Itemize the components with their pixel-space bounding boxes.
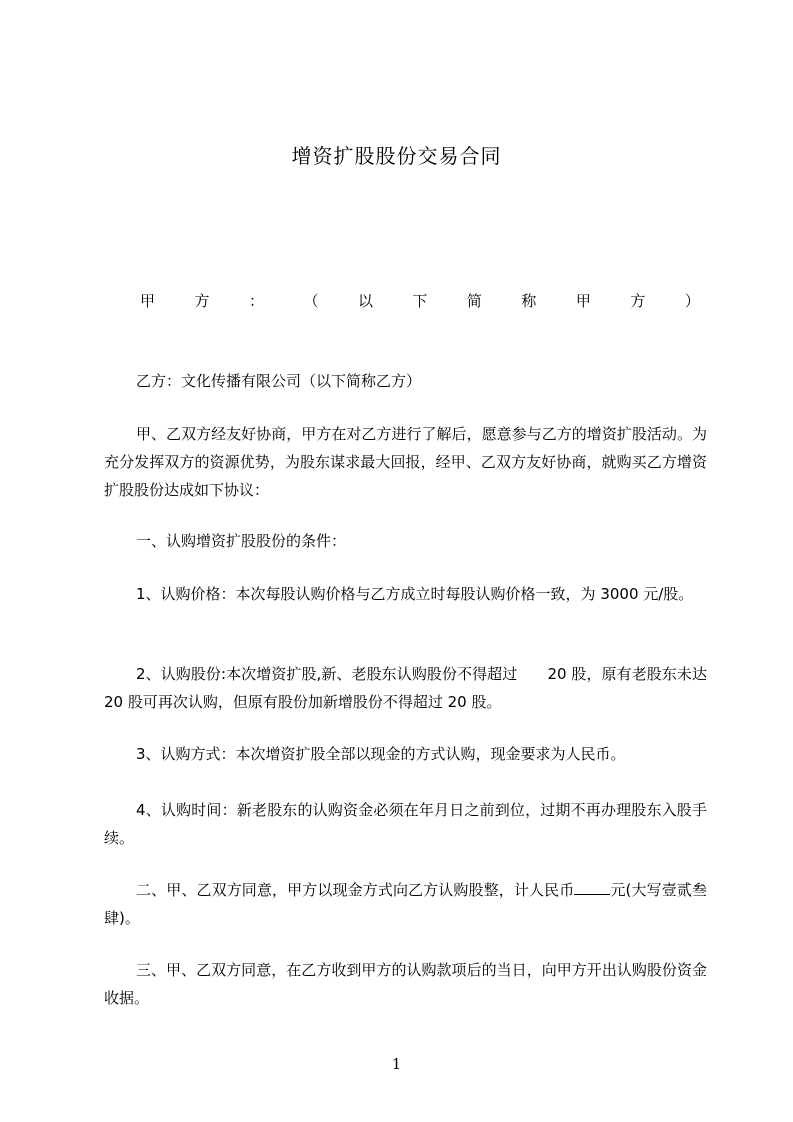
party-a-char: 下	[412, 292, 428, 310]
party-a-char: 称	[521, 292, 537, 310]
party-a-char: 以	[357, 292, 373, 310]
party-a-char: ：	[248, 292, 264, 310]
page-number: 1	[391, 1055, 402, 1073]
party-a-char: （	[303, 292, 319, 310]
section1-item-shares: 2、认购股份:本次增资扩股,新、老股东认购股份不得超过 20 股，原有老股东未达 20 股可再次认购，但原有股份加新增股份不得超过 20 股。	[104, 665, 707, 711]
section1-item-price: 1、认购价格：本次每股认购价格与乙方成立时每股认购价格一致，为 3000 元/股。	[136, 585, 694, 603]
party-a-char: 甲	[140, 292, 156, 310]
section3-paragraph: 三、甲、乙双方同意，在乙方收到甲方的认购款项后的当日，向甲方开出认购股份资金收据。	[104, 961, 707, 1007]
section2-text-before: 二、甲、乙双方同意，甲方以现金方式向乙方认购股整，计人民币	[136, 881, 575, 899]
party-a-char: ）	[684, 292, 700, 310]
party-a-char: 方	[194, 292, 210, 310]
document-title: 增资扩股股份交易合同	[291, 144, 502, 168]
intro-paragraph: 甲、乙双方经友好协商，甲方在对乙方进行了解后，愿意参与乙方的增资扩股活动。为充分发挥双方的资源优势，为股东谋求最大回报，经甲、乙双方友好协商，就购买乙方增资扩股股份达成如下协议：	[104, 425, 707, 499]
section1-item-time: 4、认购时间：新老股东的认购资金必须在年月日之前到位，过期不再办理股东入股手续。	[104, 801, 707, 847]
party-a-line	[140, 290, 700, 311]
section1-item-method: 3、认购方式：本次增资扩股全部以现金的方式认购，现金要求为人民币。	[136, 745, 626, 763]
party-b-line: 乙方：文化传播有限公司（以下简称乙方）	[136, 372, 422, 390]
section2-paragraph	[104, 876, 707, 932]
amount-blank	[574, 880, 610, 895]
section1-heading: 一、认购增资扩股股份的条件：	[136, 532, 347, 550]
party-a-char: 方	[630, 292, 646, 310]
section2-text-after: 元(大写壹贰叁肆)。	[104, 881, 707, 927]
party-a-char: 甲	[575, 292, 591, 310]
party-a-char: 简	[466, 292, 482, 310]
